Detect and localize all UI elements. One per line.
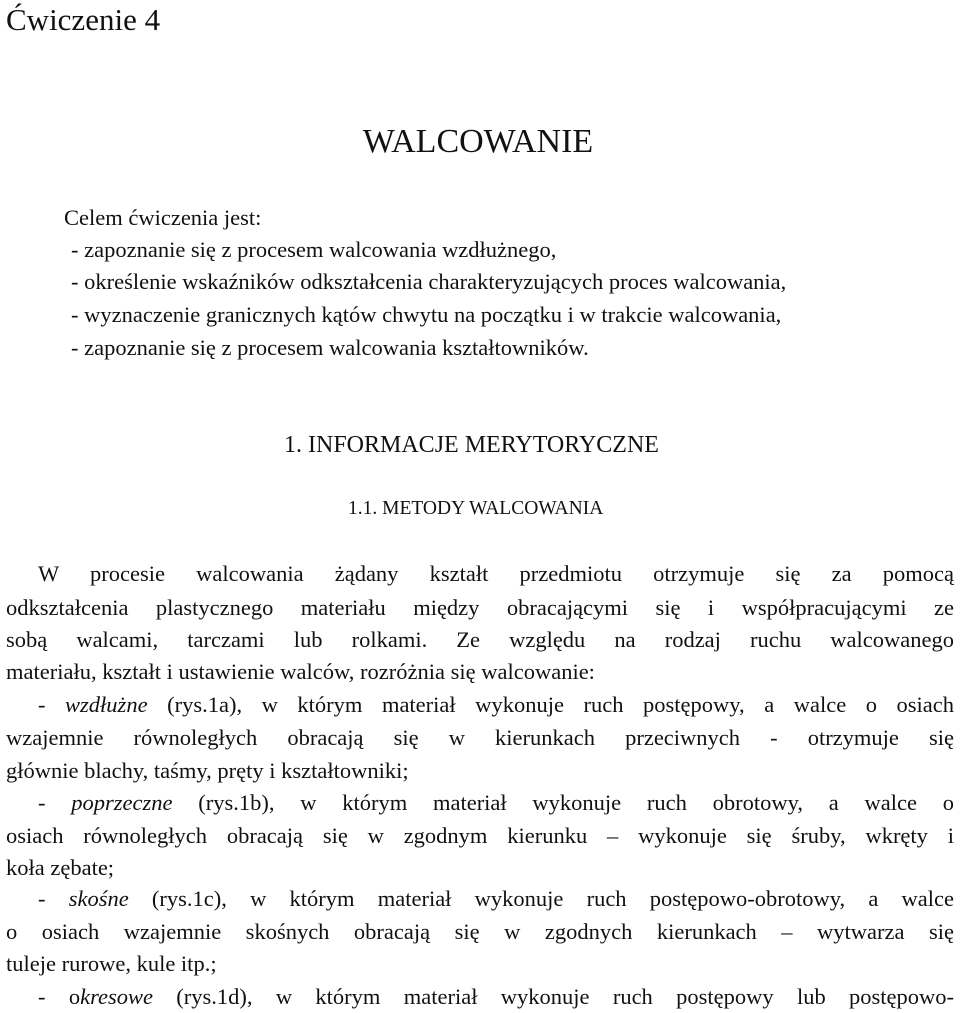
rolling-type-description: (rys.1a), w którym materiał wykonuje ruch postępowy, a walce o osiach: [147, 692, 954, 717]
list-dash: -: [38, 692, 66, 717]
list-dash: -: [38, 790, 72, 815]
rolling-type-term: skośne: [68, 886, 129, 911]
rolling-type-description: (rys.1d), w którym materiał wykonuje ruch postępowy lub postępowo-: [152, 984, 954, 1009]
rolling-type-skew: [38, 883, 954, 915]
rolling-type-term: wzdłużne: [65, 692, 148, 717]
paragraph-line: odkształcenia plastycznego materiału między obracającymi się i współpracującymi ze: [6, 595, 954, 620]
section-heading: 1. INFORMACJE MERYTORYCZNE: [284, 432, 659, 458]
paragraph-line: o osiach wzajemnie skośnych obracają się w zgodnych kierunkach – wytwarza się: [6, 919, 954, 944]
goal-item: - zapoznanie się z procesem walcowania kształtowników.: [71, 335, 589, 360]
paragraph-line: sobą walcami, tarczami lub rolkami. Ze względu na rodzaj ruchu walcowanego: [6, 627, 954, 652]
rolling-type-description: (rys.1b), w którym materiał wykonuje ruch obrotowy, a walce o: [172, 790, 954, 815]
paragraph-line: W procesie walcowania żądany kształt przedmiotu otrzymuje się za pomocą: [38, 561, 954, 586]
paragraph-line: materiału, kształt i ustawienie walców, rozróżnia się walcowanie:: [6, 659, 595, 684]
main-title: [0, 120, 960, 164]
goal-item: - określenie wskaźników odkształcenia charakteryzujących proces walcowania,: [71, 269, 787, 294]
goals-intro: Celem ćwiczenia jest:: [64, 205, 262, 230]
rolling-type-term: kresowe: [80, 984, 153, 1009]
subsection-heading: 1.1. METODY WALCOWANIA: [348, 498, 604, 519]
list-dash: - o: [38, 984, 81, 1009]
paragraph-line: koła zębate;: [6, 855, 115, 880]
paragraph-line: głównie blachy, taśmy, pręty i kształtowniki;: [6, 758, 409, 783]
exercise-title: Ćwiczenie 4: [6, 2, 161, 37]
paragraph-line: tuleje rurowe, kule itp.;: [6, 951, 217, 976]
main-title-text: WALCOWANIE: [362, 123, 594, 160]
rolling-type-periodic: [38, 981, 954, 1013]
rolling-type-term: poprzeczne: [71, 790, 173, 815]
rolling-type-description: (rys.1c), w którym materiał wykonuje ruch postępowo-obrotowy, a walce: [128, 886, 954, 911]
goal-item: - zapoznanie się z procesem walcowania wzdłużnego,: [71, 237, 557, 262]
list-dash: -: [38, 886, 69, 911]
rolling-type-longitudinal: [38, 689, 954, 721]
paragraph-line: osiach równoległych obracają się w zgodnym kierunku – wykonuje się śruby, wkręty i: [6, 823, 954, 848]
paragraph-line: wzajemnie równoległych obracają się w kierunkach przeciwnych - otrzymuje się: [6, 725, 954, 750]
rolling-type-transverse: [38, 787, 954, 819]
goal-item: - wyznaczenie granicznych kątów chwytu na początku i w trakcie walcowania,: [71, 302, 782, 327]
